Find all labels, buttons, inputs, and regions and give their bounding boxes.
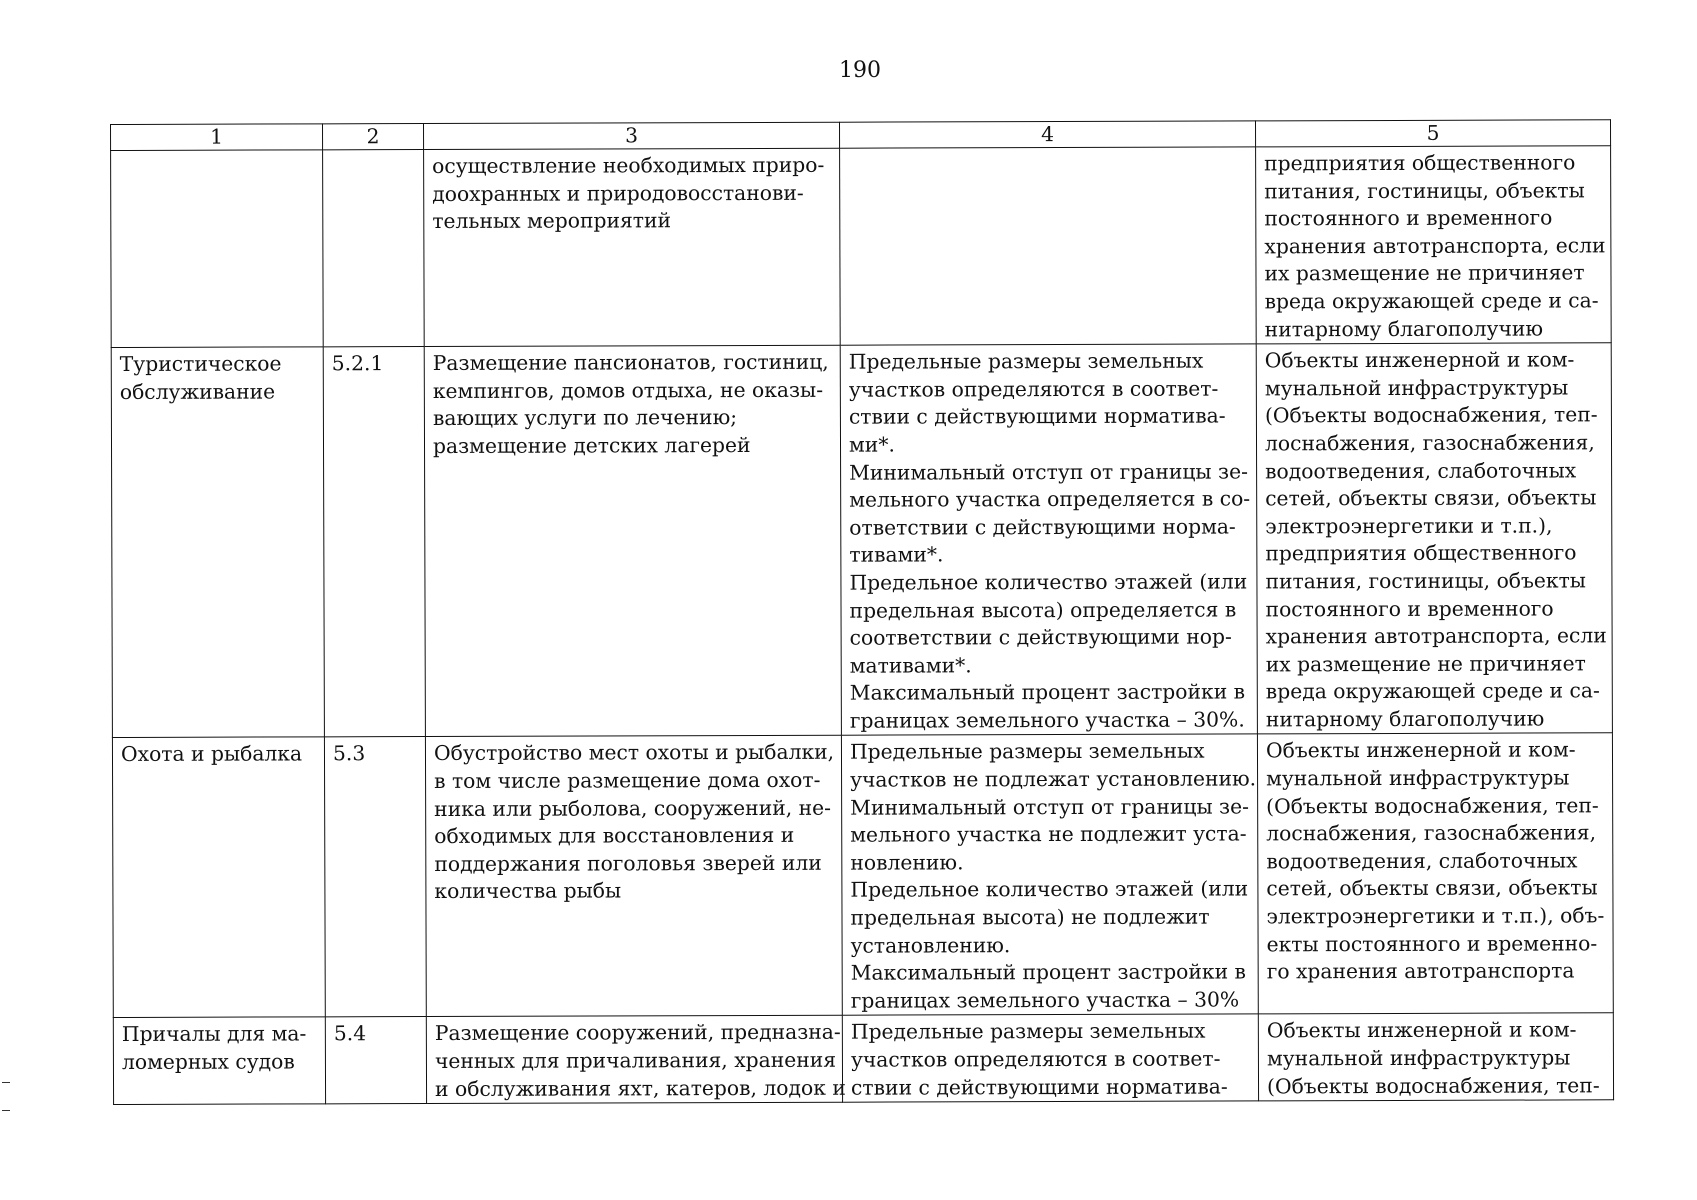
- text-line: вреда окружающей среде и са-: [1264, 288, 1599, 314]
- table-row: [113, 1013, 1613, 1104]
- text-line: питания, гостиницы, объекты: [1265, 568, 1586, 594]
- scan-edge-mark: [2, 1110, 10, 1111]
- text-line: 5.4: [333, 1021, 367, 1046]
- text-line: предельная высота) определяется в: [849, 596, 1237, 623]
- cell-auxiliary-uses: [1256, 343, 1612, 734]
- cell-use-name: [111, 347, 324, 738]
- text-line: установлению.: [850, 932, 1011, 958]
- text-line: мельного участка определяется в со-: [849, 486, 1251, 512]
- cell-description: [425, 736, 842, 1017]
- text-line: Причалы для ма-: [121, 1021, 307, 1047]
- text-line: го хранения автотранспорта: [1266, 958, 1575, 984]
- cell-code: [325, 1017, 426, 1104]
- text-line: количества рыбы: [434, 878, 622, 904]
- text-line: мунальной инфраструктуры: [1266, 765, 1570, 791]
- text-line: границах земельного участка – 30%.: [849, 707, 1245, 733]
- text-line: доохранных и природовосстанови-: [432, 180, 804, 206]
- cell-use-name: [111, 150, 324, 348]
- text-line: (Объекты водоснабжения, теп-: [1266, 1072, 1600, 1098]
- text-line: нитарному благополучию: [1265, 706, 1545, 732]
- text-line: водоотведения, слаботочных: [1265, 457, 1577, 483]
- text-line: хранения автотранспорта, если: [1265, 623, 1607, 649]
- text-line: Максимальный процент застройки в: [849, 679, 1246, 705]
- text-line: участков определяются в соответ-: [850, 1046, 1221, 1072]
- text-line: кемпингов, домов отдыха, не оказы-: [432, 377, 824, 403]
- text-line: Объекты инженерной и ком-: [1266, 1017, 1577, 1043]
- cell-description: [424, 148, 841, 346]
- text-line: постоянного и временного: [1265, 595, 1554, 621]
- text-line: ченных для причаливания, хранения: [434, 1047, 837, 1073]
- cell-use-name: [113, 1017, 325, 1104]
- text-line: Размещение пансионатов, гостиниц,: [432, 349, 829, 376]
- text-line: Предельные размеры земельных: [849, 739, 1205, 765]
- header-col-5: 5: [1255, 120, 1610, 147]
- text-line: лоснабжения, газоснабжения,: [1266, 820, 1597, 846]
- text-line: Объекты инженерной и ком-: [1264, 347, 1575, 373]
- cell-use-name: [112, 737, 325, 1018]
- text-line: соответствии с действующими нор-: [849, 624, 1232, 650]
- cell-parameters: [840, 147, 1257, 345]
- text-line: Предельное количество этажей (или: [849, 569, 1248, 595]
- text-line: их размещение не причиняет: [1264, 260, 1585, 286]
- text-line: Охота и рыбалка: [120, 741, 303, 767]
- text-line: Объекты инженерной и ком-: [1265, 737, 1576, 763]
- text-line: ломерных судов: [121, 1049, 295, 1074]
- text-line: электроэнергетики и т.п.),: [1265, 513, 1553, 539]
- table-row: [111, 146, 1612, 348]
- table-row: [112, 733, 1613, 1018]
- text-line: участков не подлежат установлению.: [850, 766, 1257, 792]
- text-line: ника или рыболова, сооружений, не-: [434, 795, 832, 821]
- text-line: сетей, объекты связи, объекты: [1266, 875, 1598, 901]
- text-line: в том числе размещение дома охот-: [434, 767, 821, 794]
- text-line: предприятия общественного: [1264, 150, 1576, 176]
- text-line: 5.2.1: [331, 351, 384, 376]
- scan-edge-mark: [2, 1082, 10, 1083]
- text-line: ответствии с действующими норма-: [849, 514, 1236, 540]
- text-line: водоотведения, слаботочных: [1266, 848, 1578, 874]
- text-line: осуществление необходимых приро-: [432, 152, 825, 178]
- text-line: вающих услуги по лечению;: [432, 405, 738, 431]
- text-line: постоянного и временного: [1264, 205, 1553, 231]
- text-line: вреда окружающей среде и са-: [1265, 678, 1600, 704]
- text-line: сетей, объекты связи, объекты: [1265, 485, 1597, 511]
- cell-parameters: [840, 344, 1257, 736]
- text-line: участков определяются в соответ-: [848, 376, 1219, 402]
- text-line: ствии с действующими нормативa-: [848, 403, 1226, 430]
- text-line: предельная высота) не подлежит: [850, 904, 1210, 930]
- cell-description: [424, 345, 841, 737]
- text-line: Туристическое: [119, 351, 282, 377]
- text-line: нитарному благополучию: [1264, 316, 1544, 341]
- cell-parameters: [842, 1014, 1258, 1102]
- land-use-table: [110, 119, 1614, 1105]
- table-row: [111, 343, 1612, 738]
- text-line: тельных мероприятий: [432, 208, 672, 234]
- text-line: тивами*.: [849, 542, 944, 567]
- text-line: предприятия общественного: [1265, 540, 1577, 566]
- text-line: обслуживание: [119, 379, 276, 404]
- text-line: Предельные размеры земельных: [850, 1018, 1206, 1045]
- text-line: питания, гостиницы, объекты: [1264, 177, 1585, 203]
- cell-code: [324, 737, 426, 1017]
- text-line: Предельное количество этажей (или: [850, 876, 1249, 903]
- text-line: (Объекты водоснабжения, теп-: [1264, 402, 1598, 428]
- text-line: и обслуживания яхт, катеров, лодок и: [434, 1075, 846, 1101]
- cell-auxiliary-uses: [1256, 146, 1612, 344]
- text-line: размещение детских лагерей: [432, 432, 751, 458]
- cell-description: [426, 1016, 846, 1104]
- text-line: (Объекты водоснабжения, теп-: [1266, 792, 1599, 819]
- text-line: их размещение не причиняет: [1265, 651, 1586, 677]
- text-line: ми*.: [848, 432, 895, 457]
- cell-auxiliary-uses: [1258, 1013, 1613, 1101]
- cell-code: [323, 150, 425, 347]
- text-line: Обустройство мест охоты и рыбалки,: [433, 740, 835, 766]
- cell-parameters: [841, 734, 1258, 1015]
- text-line: хранения автотранспорта, если: [1264, 233, 1606, 259]
- text-line: Минимальный отступ от границы зе-: [849, 458, 1248, 485]
- text-line: Размещение сооружений, предназна-: [434, 1020, 841, 1046]
- text-line: мунальной инфраструктуры: [1264, 375, 1569, 401]
- text-line: екты постоянного и временно-: [1266, 930, 1598, 956]
- text-line: обходимых для восстановления и: [434, 823, 795, 849]
- text-line: мельного участка не подлежит уста-: [850, 821, 1247, 847]
- header-col-2: 2: [323, 124, 424, 150]
- cell-code: [323, 347, 425, 738]
- text-line: лоснабжения, газоснабжения,: [1264, 430, 1595, 456]
- text-line: новлению.: [850, 850, 964, 875]
- text-line: ствии с действующими нормативa-: [850, 1074, 1228, 1100]
- text-line: электроэнергетики и т.п.), объ-: [1266, 903, 1605, 929]
- text-line: мунальной инфраструктуры: [1266, 1045, 1571, 1071]
- header-col-3: 3: [424, 122, 840, 149]
- text-line: Предельные размеры земельных: [848, 348, 1204, 374]
- text-line: поддержания поголовья зверей или: [434, 850, 822, 876]
- header-col-4: 4: [839, 121, 1255, 148]
- page-number: 190: [839, 58, 881, 83]
- text-line: Максимальный процент застройки в: [850, 959, 1246, 985]
- header-col-1: 1: [111, 124, 323, 151]
- text-line: Минимальный отступ от границы зе-: [850, 794, 1249, 820]
- text-line: границах земельного участка – 30%: [850, 987, 1240, 1013]
- text-line: 5.3: [332, 741, 366, 766]
- cell-auxiliary-uses: [1257, 733, 1613, 1014]
- text-line: мативами*.: [849, 652, 972, 678]
